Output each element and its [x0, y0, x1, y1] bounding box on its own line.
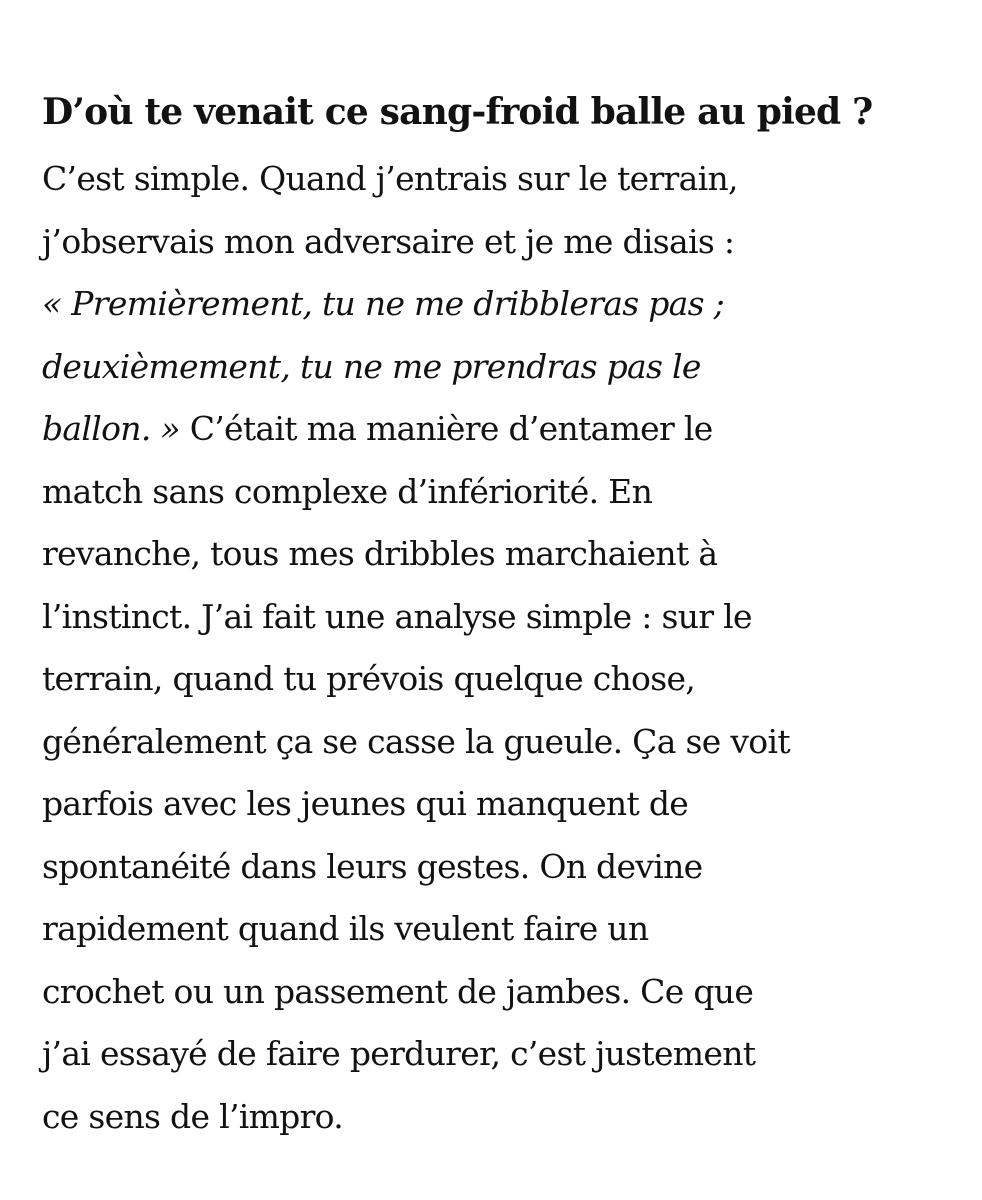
answer-line: [42, 711, 942, 774]
answer-line: [42, 398, 942, 461]
answer-text: match sans complexe d’infériorité. En: [42, 471, 653, 511]
interview-question: D’où te venait ce sang-froid balle au pied ?: [42, 91, 873, 133]
answer-line: [42, 523, 942, 586]
answer-text: crochet ou un passement de jambes. Ce que: [42, 971, 754, 1011]
answer-line: [42, 898, 942, 961]
answer-text: rapidement quand ils veulent faire un: [42, 909, 649, 948]
answer-line: [42, 836, 942, 899]
answer-text: j’observais mon adversaire et je me disais :: [42, 221, 735, 261]
answer-line: [42, 148, 942, 211]
answer-line: [42, 648, 942, 711]
answer-text: terrain, quand tu prévois quelque chose,: [42, 659, 696, 698]
answer-line: [42, 211, 942, 274]
answer-text: C’est simple. Quand j’entrais sur le terrain,: [42, 159, 738, 198]
answer-text: parfois avec les jeunes qui manquent de: [42, 784, 689, 823]
interview-excerpt: [42, 82, 942, 1148]
answer-line: [42, 586, 942, 649]
answer-line: [42, 273, 942, 336]
interview-answer: [42, 148, 942, 1148]
answer-text: revanche, tous mes dribbles marchaient à: [42, 534, 718, 573]
quoted-speech: deuxièmement, tu ne me prendras pas le: [42, 346, 701, 386]
answer-line: [42, 1023, 942, 1086]
answer-line: [42, 961, 942, 1024]
answer-line: [42, 336, 942, 399]
answer-text: spontanéité dans leurs gestes. On devine: [42, 846, 703, 886]
answer-line: [42, 773, 942, 836]
answer-text: ce sens de l’impro.: [42, 1096, 344, 1136]
answer-line: [42, 461, 942, 524]
answer-text: généralement ça se casse la gueule. Ça se voit: [42, 721, 790, 761]
quoted-speech: ballon. »: [42, 409, 180, 448]
answer-line: [42, 1086, 942, 1149]
quoted-speech: « Premièrement, tu ne me dribbleras pas ;: [42, 284, 725, 323]
answer-text: j’ai essayé de faire perdurer, c’est justement: [42, 1034, 756, 1073]
answer-text: l’instinct. J’ai fait une analyse simple : sur le: [42, 596, 752, 636]
answer-text: C’était ma manière d’entamer le: [179, 409, 713, 448]
